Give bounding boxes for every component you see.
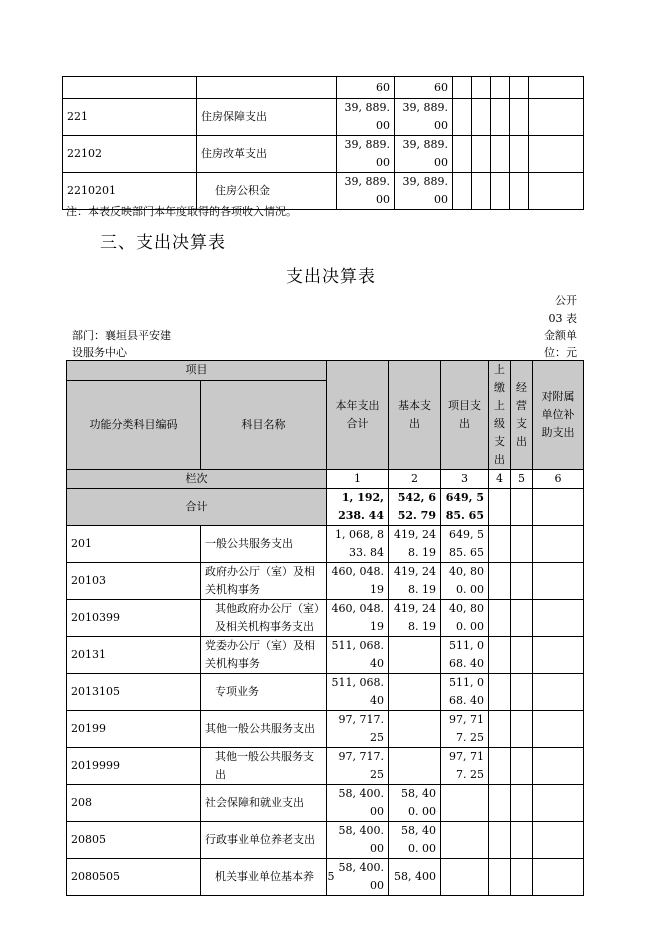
table-note: 注：本表反映部门本年度取得的各项收入情况。: [66, 205, 297, 218]
top-row-code: 221: [63, 99, 197, 136]
row-value-2: 58, 400: [389, 859, 441, 896]
row-value-1: 97, 717. 25: [327, 748, 389, 785]
income-table-continuation: [62, 76, 584, 210]
header-col2: 基本支出: [389, 361, 441, 470]
row-name: 一般公共服务支出: [201, 526, 327, 563]
row-name: 其他一般公共服务支出: [201, 748, 327, 785]
row-value-2: 419, 248. 19: [389, 563, 441, 600]
row-value-2: 419, 248. 19: [389, 600, 441, 637]
row-code: 208: [67, 785, 201, 822]
row-code: 2010399: [67, 600, 201, 637]
total-label: 合计: [67, 489, 327, 526]
top-row-name: 住房公积金: [197, 173, 337, 210]
row-value-3: 511, 068. 40: [441, 637, 489, 674]
row-code: 2013105: [67, 674, 201, 711]
top-row-code: 22102: [63, 136, 197, 173]
row-value-1: 58, 400. 00: [327, 859, 389, 896]
row-value-2: [389, 711, 441, 748]
section-heading: 三、支出决算表: [100, 233, 226, 253]
row-value-1: 58, 400. 00: [327, 822, 389, 859]
row-value-3: 97, 717. 25: [441, 748, 489, 785]
top-row-value-1: 39, 889. 00: [337, 173, 395, 210]
row-value-3: 40, 800. 00: [441, 600, 489, 637]
row-value-2: 419, 248. 19: [389, 526, 441, 563]
col-number-4: 4: [489, 470, 511, 489]
row-value-1: 97, 717. 25: [327, 711, 389, 748]
top-row-value-2: 39, 889. 00: [395, 173, 453, 210]
row-name: 其他一般公共服务支出: [201, 711, 327, 748]
row-number-label: 栏次: [67, 470, 327, 489]
unit-label-2: 位：元: [544, 346, 577, 359]
row-value-1: 58, 400. 00: [327, 785, 389, 822]
row-value-1: 1, 068, 833. 84: [327, 526, 389, 563]
col-number-2: 2: [389, 470, 441, 489]
total-value-3: 649, 585. 65: [441, 489, 489, 526]
top-row-name: [197, 77, 337, 99]
row-value-2: 58, 400. 00: [389, 822, 441, 859]
row-code: 20805: [67, 822, 201, 859]
row-value-3: 40, 800. 00: [441, 563, 489, 600]
row-value-3: [441, 785, 489, 822]
row-value-3: 649, 585. 65: [441, 526, 489, 563]
department-label-1: 部门：襄垣县平安建: [72, 329, 171, 342]
row-name: 行政事业单位养老支出: [201, 822, 327, 859]
row-name: 专项业务: [201, 674, 327, 711]
top-row-code: [63, 77, 197, 99]
header-code: 功能分类科目编码: [67, 380, 201, 469]
expenditure-table: [66, 360, 584, 896]
row-name: 政府办公厅（室）及相关机构事务: [201, 563, 327, 600]
col-number-3: 3: [441, 470, 489, 489]
row-name: 机关事业单位基本养: [201, 859, 327, 896]
row-value-3: [441, 822, 489, 859]
row-value-3: 97, 717. 25: [441, 711, 489, 748]
header-col5: 经营支出: [511, 361, 533, 470]
row-value-2: [389, 637, 441, 674]
top-row-code: 2210201: [63, 173, 197, 210]
row-value-1: 460, 048. 19: [327, 600, 389, 637]
total-value-1: 1, 192, 238. 44: [327, 489, 389, 526]
top-row-value-2: 60: [395, 77, 453, 99]
unit-label-1: 金额单: [544, 329, 577, 342]
row-code: 20131: [67, 637, 201, 674]
header-col1: 本年支出合计: [327, 361, 389, 470]
header-item: 项目: [67, 361, 327, 381]
top-row-value-1: 39, 889. 00: [337, 99, 395, 136]
row-name: 党委办公厅（室）及相关机构事务: [201, 637, 327, 674]
table-number: 03 表: [548, 312, 577, 325]
row-code: 2080505: [67, 859, 201, 896]
col-number-5: 5: [511, 470, 533, 489]
top-row-name: 住房保障支出: [197, 99, 337, 136]
total-value-2: 542, 652. 79: [389, 489, 441, 526]
row-code: 201: [67, 526, 201, 563]
table-title: 支出决算表: [286, 267, 376, 287]
header-name: 科目名称: [201, 380, 327, 469]
col-number-1: 1: [327, 470, 389, 489]
top-row-value-2: 39, 889. 00: [395, 136, 453, 173]
row-name: 社会保障和就业支出: [201, 785, 327, 822]
row-value-1: 511, 068. 40: [327, 674, 389, 711]
col-number-6: 6: [533, 470, 584, 489]
header-col4: 上缴上级支出: [489, 361, 511, 470]
public-label: 公开: [555, 294, 577, 307]
row-name: 其他政府办公厅（室）及相关机构事务支出: [201, 600, 327, 637]
top-row-value-1: 39, 889. 00: [337, 136, 395, 173]
row-value-2: [389, 674, 441, 711]
row-code: 20199: [67, 711, 201, 748]
row-value-3: 511, 068. 40: [441, 674, 489, 711]
top-row-value-1: 60: [337, 77, 395, 99]
header-col6: 对附属单位补助支出: [533, 361, 584, 470]
row-value-1: 460, 048. 19: [327, 563, 389, 600]
top-row-value-2: 39, 889. 00: [395, 99, 453, 136]
header-col3: 项目支出: [441, 361, 489, 470]
row-value-2: 58, 400. 00: [389, 785, 441, 822]
row-code: 20103: [67, 563, 201, 600]
page-number: 5: [327, 870, 335, 883]
row-value-1: 511, 068. 40: [327, 637, 389, 674]
department-label-2: 设服务中心: [72, 346, 127, 359]
row-code: 2019999: [67, 748, 201, 785]
row-value-2: [389, 748, 441, 785]
top-row-name: 住房改革支出: [197, 136, 337, 173]
